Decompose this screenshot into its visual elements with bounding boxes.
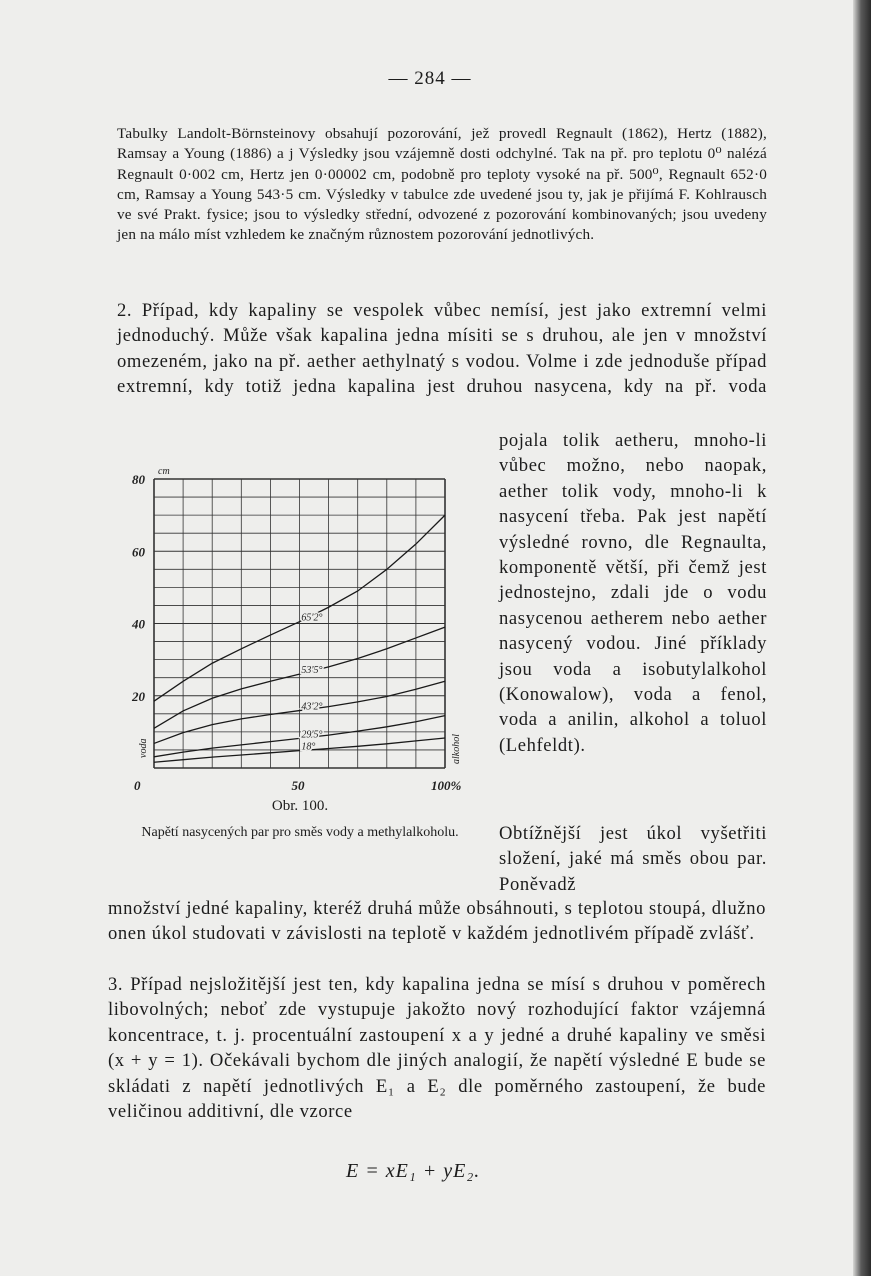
page-number: — 284 — — [388, 68, 472, 89]
column-text: pojala tolik aetheru, mnoho-li vůbec možno, nebo naopak, aether tolik vody, mnoho-li k nasycení třeba. Pak jest napětí výsledné rovno, dle Regnaulta, komponentě větší, při čemž jest jednostejno, zdali jde o vodu nasycenou aetherem nebo aether nasycený vodou. Jiné příklady jsou voda a isobutylalkohol (Konowalow), voda a fenol, voda a anilin, alkohol a toluol (Lehfeldt). — [499, 430, 767, 756]
figure-caption-text: Napětí nasycených par pro směs vody a methylalkoholu. — [141, 825, 459, 840]
series-label: 43'2° — [301, 701, 323, 713]
formula: E = xE₁ + yE₂. — [346, 1160, 481, 1182]
vapor-pressure-chart — [120, 462, 480, 792]
series-label: 65'2° — [301, 612, 323, 624]
figure-caption-title: Obr. 100. — [271, 798, 329, 814]
column-text-2: Obtížnější jest úkol vyšetřiti složení, jaké má směs obou par. Poněvadž — [499, 823, 767, 895]
y-tick-label: 40 — [132, 616, 145, 632]
y-tick-label: 80 — [132, 472, 145, 487]
y-axis-unit: cm — [158, 466, 170, 477]
x-axis-label-left: voda — [138, 738, 149, 758]
series-label: 53'5° — [301, 665, 323, 677]
paragraph-intro: Tabulky Landolt-Börnsteinovy obsahují pozorování, jež provedl Regnault (1862), Hertz (1882), Ramsay a Young (1886) a j Výsledky jsou vzájemně dosti odchylné. Tak na př. pro teplotu 0⁰ nalézá Regnault 0·002 cm, Hertz jen 0·00002 cm, podobně pro teploty vysoké na př. 500⁰, Regnault 652·0 cm, Ramsay a Young 543·5 cm. Výsledky v tabulce zde uvedené jsou ty, jak je přijímá F. Kohlrausch ve své Prakt. fysice; jsou to výsledky střední, odvozené z pozorování kombinovaných; jsou uvedeny jen na málo míst vzhledem ke značným různostem pozorování jednotlivých. — [117, 125, 767, 244]
y-tick-label: 20 — [132, 688, 145, 704]
figure-vapor-pressure — [120, 462, 480, 872]
x-axis-label-right: alkohol — [451, 734, 462, 764]
page-edge-shadow — [853, 0, 871, 1276]
y-tick-label: 60 — [132, 544, 145, 560]
paragraph-case-3: 3. Případ nejsložitější jest ten, kdy kapalina jedna se mísí s druhou v poměrech libovolných; neboť zde vystupuje jakožto nový rozhodující faktor vzájemná koncentrace, t. j. procentuální zastoupení x a y jedné a druhé kapaliny ve směsi (x + y = 1). Očekávali bychom dle jiných analogií, že napětí výsledné E bude se skládati z napětí jednotlivých E₁ a E₂ dle poměrného zastoupení, že bude veličinou additivní, dle vzorce — [108, 974, 766, 1123]
x-tick-label: 0 — [134, 778, 141, 792]
paragraph-continuation: množství jedné kapaliny, kteréž druhá může obsáhnouti, s teplotou stoupá, dlužno onen úkol studovati v závislosti na teplotě v každém jednotlivém případě zvlášť. — [108, 898, 766, 945]
x-tick-label: 50 — [291, 778, 305, 792]
series-label: 18° — [301, 741, 316, 753]
series-label: 29'5° — [301, 729, 323, 741]
x-tick-label: 100% — [431, 778, 462, 792]
paragraph-case-2: 2. Případ, kdy kapaliny se vespolek vůbec nemísí, jest jako extremní velmi jednoduchý. Může však kapalina jedna mísiti se s druhou, ale jen v množství omezeném, jako na př. aether aethylnatý s vodou. Volme i zde jednoduše případ extremní, kdy totiž jedna kapalina jest druhou nasycena, kdy na př. voda — [117, 300, 767, 398]
